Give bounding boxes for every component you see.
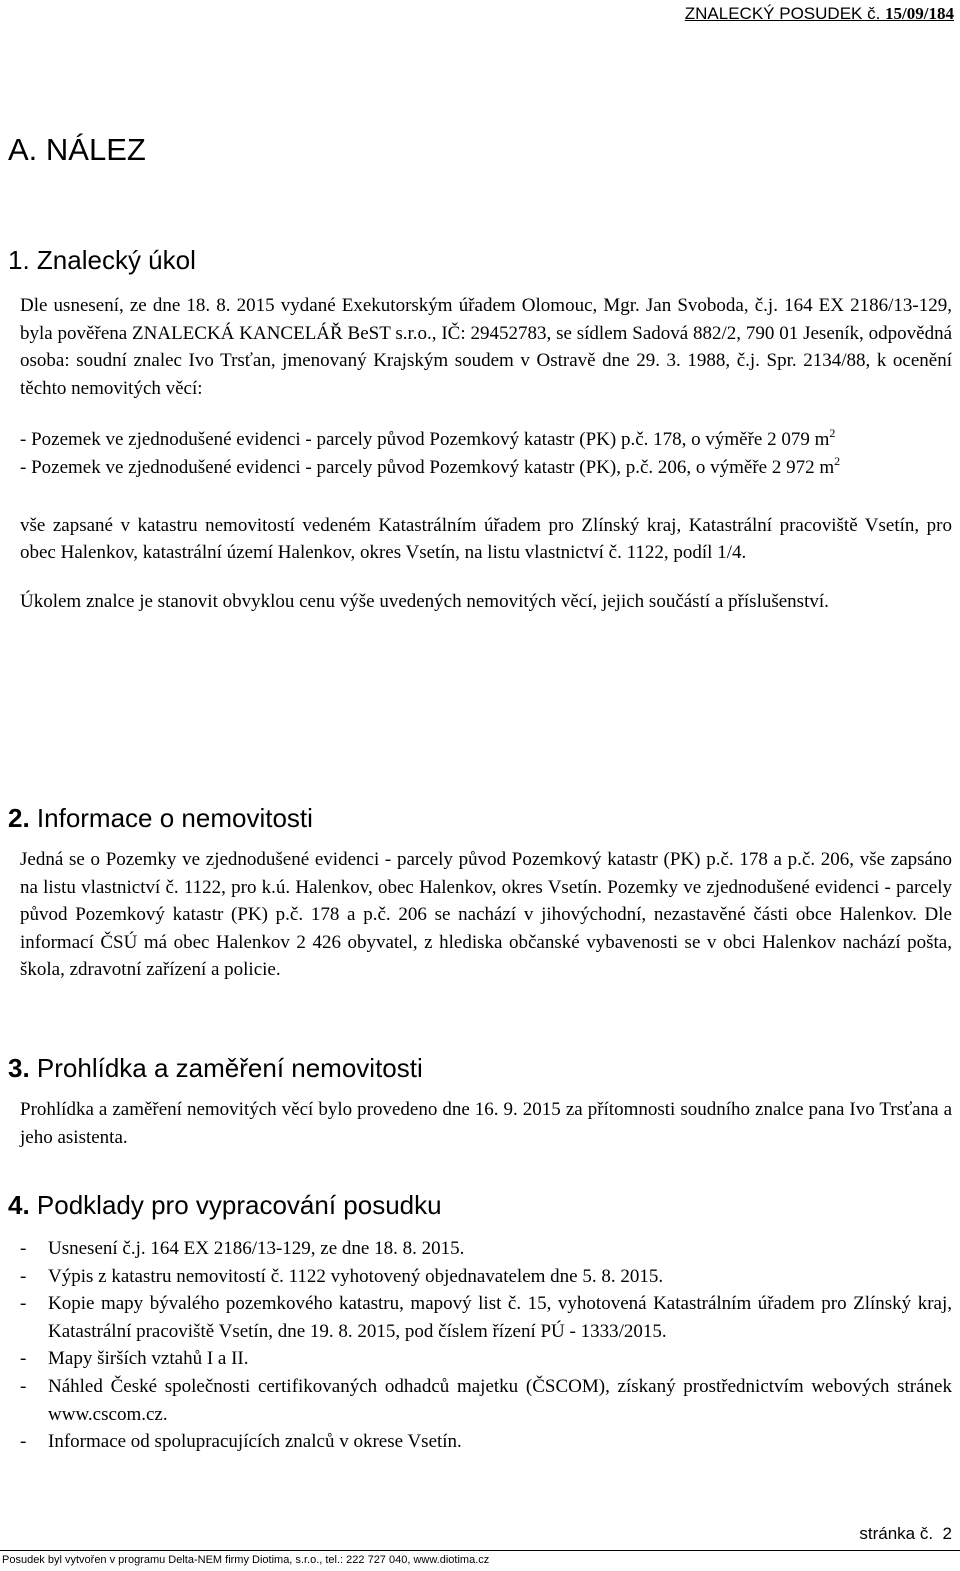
list-item xyxy=(20,1428,952,1456)
list-dash: - xyxy=(20,1431,27,1453)
sec1-body xyxy=(20,292,952,615)
footer-note: Posudek byl vytvořen v programu Delta-NEM firmy Diotima, s.r.o., tel.: 222 727 040, www.diotima.cz xyxy=(2,1554,490,1566)
list-item xyxy=(20,1345,952,1373)
header-number: 15/09/184 xyxy=(885,4,954,23)
item1-text: - Pozemek ve zjednodušené evidenci - parcely původ Pozemkový katastr (PK) p.č. 178, o výměře 2 079 m xyxy=(20,429,830,451)
sec2-para: Jedná se o Pozemky ve zjednodušené evidenci - parcely původ Pozemkový katastr (PK) p.č. 178 a p.č. 206, vše zapsáno na listu vlastnictví č. 1122, pro k.ú. Halenkov, obec Halenkov, okres Vsetín. Pozemky ve zjednodušené evidenci - parcely původ Pozemkový katastr (PK) p.č. 178 a p.č. 206 se nachází v jihovýchodní, nezastavěné části obce Halenkov. Dle informací ČSÚ má obec Halenkov 2 426 obyvatel, z hlediska občanské vybavenosti se v obci Halenkov nachází pošta, škola, zdravotní zařízení a policie. xyxy=(20,849,952,981)
sec1-para3: Úkolem znalce je stanovit obvyklou cenu výše uvedených nemovitých věcí, jejich součástí a příslušenství. xyxy=(20,590,829,612)
sec2-title xyxy=(8,803,313,834)
list-dash: - xyxy=(20,1293,27,1315)
page-number-value: 2 xyxy=(942,1524,952,1543)
page-label: stránka č. xyxy=(859,1524,934,1543)
list-item-text: Mapy širších vztahů I a II. xyxy=(48,1348,249,1370)
sec1-item1 xyxy=(20,426,952,454)
sec1-item2 xyxy=(20,454,952,482)
sec3-body xyxy=(20,1096,952,1151)
page-header xyxy=(685,4,954,24)
sec4-number: 4. xyxy=(8,1190,30,1220)
section-a-title: A. NÁLEZ xyxy=(8,132,146,167)
item2-text: - Pozemek ve zjednodušené evidenci - parcely původ Pozemkový katastr (PK), p.č. 206, o výměře 2 972 m xyxy=(20,456,835,478)
sec3-title-text: Prohlídka a zaměření nemovitosti xyxy=(29,1053,423,1083)
sec1-para2: vše zapsané v katastru nemovitostí vedeném Katastrálním úřadem pro Zlínský kraj, Katastrální pracoviště Vsetín, pro obec Halenkov, katastrální území Halenkov, okres Vsetín, na listu vlastnictví č. 1122, podíl 1/4. xyxy=(20,514,952,564)
sec3-title xyxy=(8,1053,423,1084)
list-item-text: Usnesení č.j. 164 EX 2186/13-129, ze dne 18. 8. 2015. xyxy=(48,1238,465,1259)
sec3-para: Prohlídka a zaměření nemovitých věcí bylo provedeno dne 16. 9. 2015 za přítomnosti soudního znalce pana Ivo Trsťana a jeho asistenta. xyxy=(20,1099,952,1148)
header-title: ZNALECKÝ POSUDEK č. xyxy=(684,4,886,23)
item2-sup: 2 xyxy=(834,453,841,468)
sec2-number: 2. xyxy=(8,803,30,833)
item1-sup: 2 xyxy=(829,426,836,441)
list-item-text: Výpis z katastru nemovitostí č. 1122 vyhotovený objednavatelem dne 5. 8. 2015. xyxy=(48,1265,664,1287)
sec4-title xyxy=(8,1190,442,1221)
list-item-text: Náhled České společnosti certifikovaných odhadců majetku (ČSCOM), získaný prostřednictvím webových stránek www.cscom.cz. xyxy=(48,1375,952,1425)
footer-divider xyxy=(0,1550,960,1551)
list-dash: - xyxy=(20,1238,27,1259)
sec2-body xyxy=(20,846,952,984)
list-dash: - xyxy=(20,1375,27,1397)
list-item-text: Kopie mapy bývalého pozemkového katastru, mapový list č. 15, vyhotovená Katastrálním úřadem pro Zlínský kraj, Katastrální pracoviště Vsetín, dne 19. 8. 2015, pod číslem řízení PÚ - 1333/2015. xyxy=(48,1293,952,1342)
list-item xyxy=(20,1263,952,1291)
sec2-title-text: Informace o nemovitosti xyxy=(29,803,313,833)
list-dash: - xyxy=(20,1348,27,1370)
list-item xyxy=(20,1235,952,1263)
list-item xyxy=(20,1373,952,1428)
sec4-list xyxy=(20,1235,952,1456)
sec1-title: 1. Znalecký úkol xyxy=(8,245,196,275)
list-dash: - xyxy=(20,1265,27,1287)
list-item-text: Informace od spolupracujících znalců v okrese Vsetín. xyxy=(48,1431,462,1453)
list-item xyxy=(20,1290,952,1345)
sec3-number: 3. xyxy=(8,1053,30,1083)
sec4-title-text: Podklady pro vypracování posudku xyxy=(29,1190,442,1220)
sec1-para1: Dle usnesení, ze dne 18. 8. 2015 vydané Exekutorským úřadem Olomouc, Mgr. Jan Svoboda, č.j. 164 EX 2186/13-129, byla pověřena ZNALECKÁ KANCELÁŘ BeST s.r.o., IČ: 29452783, se sídlem Sadová 882/2, 790 01 Jeseník, odpovědná osoba: soudní znalec Ivo Trsťan, jmenovaný Krajským soudem v Ostravě dne 29. 3. 1988, č.j. Spr. 2134/88, k ocenění těchto nemovitých věcí: xyxy=(20,295,952,399)
page-number xyxy=(859,1524,952,1544)
